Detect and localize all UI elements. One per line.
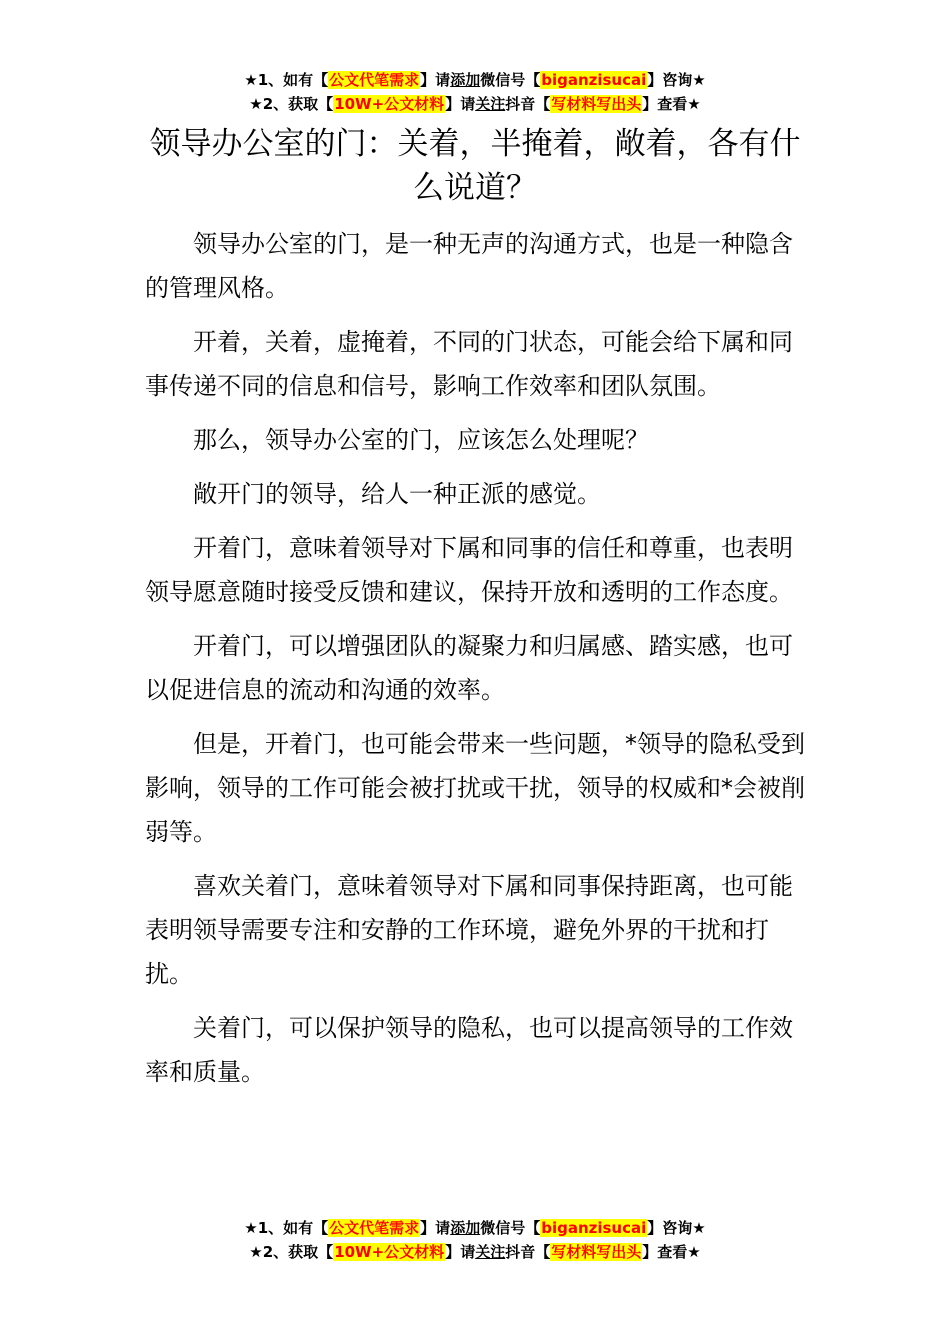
promo-text: 微信号【 bbox=[480, 1219, 541, 1237]
promo-text: 】咨询★ bbox=[647, 71, 706, 89]
promo-text: 】查看★ bbox=[642, 1243, 701, 1261]
promo-underline: 添加 bbox=[450, 71, 481, 89]
paragraph: 开着门，意味着领导对下属和同事的信任和尊重，也表明领导愿意随时接受反馈和建议，保持开放和透明的工作态度。 bbox=[145, 534, 793, 606]
promo-underline: 添加 bbox=[450, 1219, 481, 1237]
promo-text: 】请 bbox=[445, 95, 476, 113]
promo-text: 抖音【 bbox=[505, 1243, 551, 1261]
paragraph: 开着门，可以增强团队的凝聚力和归属感、踏实感，也可以促进信息的流动和沟通的效率。 bbox=[145, 632, 793, 704]
paragraph: 喜欢关着门，意味着领导对下属和同事保持距离，也可能表明领导需要专注和安静的工作环境，避免外界的干扰和打扰。 bbox=[145, 872, 793, 988]
promo-text: 】查看★ bbox=[642, 95, 701, 113]
promo-underline: 关注 bbox=[475, 1243, 506, 1261]
promo-highlight: 10W+公文材料 bbox=[334, 95, 445, 113]
promo-highlight: biganzisucai bbox=[541, 1219, 647, 1237]
promo-line-1 bbox=[0, 1216, 950, 1240]
promo-text: 】请 bbox=[445, 1243, 476, 1261]
promo-text: ★2、获取【 bbox=[249, 1243, 334, 1261]
promo-text: ★1、如有【 bbox=[244, 71, 329, 89]
promo-underline: 关注 bbox=[475, 95, 506, 113]
paragraph: 领导办公室的门，是一种无声的沟通方式，也是一种隐含的管理风格。 bbox=[145, 230, 793, 302]
promo-banner-top bbox=[0, 68, 950, 116]
promo-text: 】咨询★ bbox=[647, 1219, 706, 1237]
promo-text: 】请 bbox=[420, 71, 451, 89]
promo-text: ★2、获取【 bbox=[249, 95, 334, 113]
paragraph: 敞开门的领导，给人一种正派的感觉。 bbox=[193, 480, 601, 508]
document-body bbox=[145, 222, 810, 1104]
promo-line-2 bbox=[0, 1240, 950, 1264]
promo-highlight: biganzisucai bbox=[541, 71, 647, 89]
promo-text: 】请 bbox=[420, 1219, 451, 1237]
promo-highlight: 写材料写出头 bbox=[551, 1243, 642, 1261]
promo-highlight: 公文代笔需求 bbox=[329, 1219, 420, 1237]
promo-line-1 bbox=[0, 68, 950, 92]
promo-highlight: 写材料写出头 bbox=[551, 95, 642, 113]
paragraph: 但是，开着门，也可能会带来一些问题，*领导的隐私受到影响，领导的工作可能会被打扰或干扰，领导的权威和*会被削弱等。 bbox=[145, 730, 805, 846]
document-title: 领导办公室的门：关着，半掩着，敞着，各有什么说道？ bbox=[149, 126, 801, 206]
promo-text: 微信号【 bbox=[480, 71, 541, 89]
paragraph: 那么，领导办公室的门，应该怎么处理呢？ bbox=[193, 426, 649, 454]
promo-line-2 bbox=[0, 92, 950, 116]
paragraph: 关着门，可以保护领导的隐私，也可以提高领导的工作效率和质量。 bbox=[145, 1014, 793, 1086]
promo-banner-bottom bbox=[0, 1216, 950, 1264]
promo-highlight: 10W+公文材料 bbox=[334, 1243, 445, 1261]
promo-text: 抖音【 bbox=[505, 95, 551, 113]
paragraph: 开着，关着，虚掩着，不同的门状态，可能会给下属和同事传递不同的信息和信号，影响工作效率和团队氛围。 bbox=[145, 328, 793, 400]
promo-text: ★1、如有【 bbox=[244, 1219, 329, 1237]
promo-highlight: 公文代笔需求 bbox=[329, 71, 420, 89]
